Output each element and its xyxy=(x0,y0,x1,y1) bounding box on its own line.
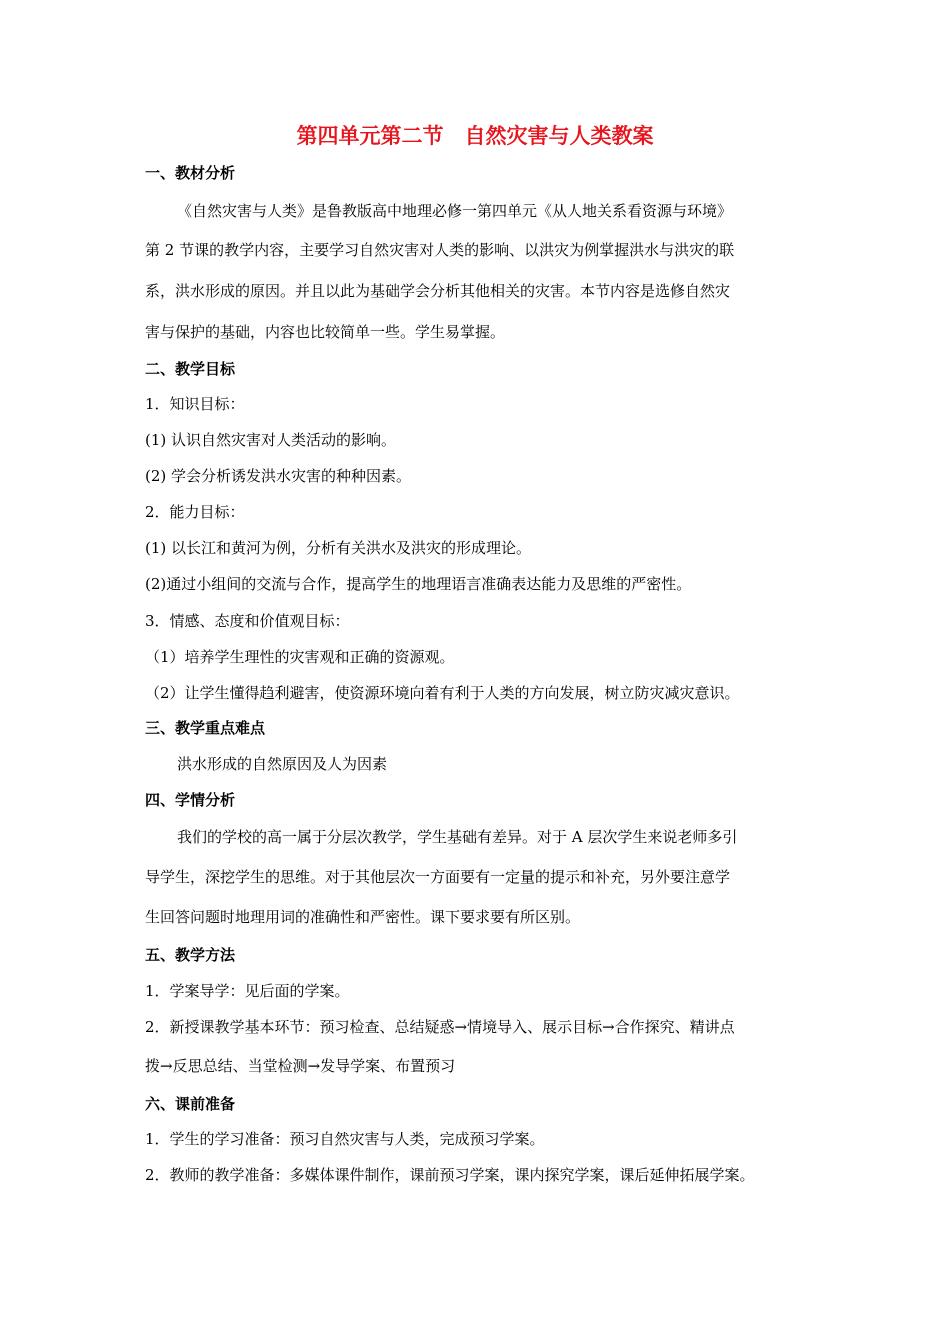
section-heading-learner-analysis: 四、学情分析 xyxy=(145,791,236,809)
goal-item: （1）培养学生理性的灾害观和正确的资源观。 xyxy=(145,648,455,666)
document-title: 第四单元第二节 自然灾害与人类教案 xyxy=(296,124,654,148)
section-heading-preparation: 六、课前准备 xyxy=(145,1095,236,1113)
method-item: 1．学案导学：见后面的学案。 xyxy=(145,982,350,1000)
paragraph-line: 《自然灾害与人类》是鲁教版高中地理必修一第四单元《从人地关系看资源与环境》 xyxy=(177,202,733,220)
paragraph-line: 第 2 节课的教学内容，主要学习自然灾害对人类的影响、以洪灾为例掌握洪水与洪灾的联 xyxy=(145,241,735,259)
goal-item: 1．知识目标： xyxy=(145,395,245,413)
goal-item: (2)通过小组间的交流与合作，提高学生的地理语言准确表达能力及思维的严密性。 xyxy=(145,575,692,593)
paragraph-line: 我们的学校的高一属于分层次教学，学生基础有差异。对于 A 层次学生来说老师多引 xyxy=(177,828,738,846)
section-heading-teaching-goals: 二、教学目标 xyxy=(145,360,236,378)
goal-item: 2．能力目标： xyxy=(145,503,245,521)
method-item: 拨→反思总结、当堂检测→发导学案、布置预习 xyxy=(145,1057,456,1075)
preparation-item: 2．教师的教学准备：多媒体课件制作，课前预习学案，课内探究学案，课后延伸拓展学案。 xyxy=(145,1166,755,1184)
paragraph-line: 害与保护的基础，内容也比较简单一些。学生易掌握。 xyxy=(145,323,506,341)
method-item: 2．新授课教学基本环节：预习检查、总结疑惑→情境导入、展示目标→合作探究、精讲点 xyxy=(145,1018,735,1036)
section-heading-teaching-methods: 五、教学方法 xyxy=(145,946,236,964)
goal-item: (1) 认识自然灾害对人类活动的影响。 xyxy=(145,431,397,449)
goal-item: （2）让学生懂得趋利避害，使资源环境向着有利于人类的方向发展，树立防灾减灾意识。 xyxy=(145,684,740,702)
goal-item: (2) 学会分析诱发洪水灾害的种种因素。 xyxy=(145,467,412,485)
section-heading-textbook-analysis: 一、教材分析 xyxy=(145,164,236,182)
preparation-item: 1．学生的学习准备：预习自然灾害与人类，完成预习学案。 xyxy=(145,1130,545,1148)
paragraph-line: 生回答问题时地理用词的准确性和严密性。课下要求要有所区别。 xyxy=(145,908,581,926)
paragraph-line: 洪水形成的自然原因及人为因素 xyxy=(177,755,388,773)
goal-item: 3．情感、态度和价值观目标： xyxy=(145,612,350,630)
section-heading-key-points: 三、教学重点难点 xyxy=(145,719,266,737)
goal-item: (1) 以长江和黄河为例，分析有关洪水及洪灾的形成理论。 xyxy=(145,539,532,557)
paragraph-line: 系，洪水形成的原因。并且以此为基础学会分析其他相关的灾害。本节内容是选修自然灾 xyxy=(145,282,731,300)
paragraph-line: 导学生，深挖学生的思维。对于其他层次一方面要有一定量的提示和补充，另外要注意学 xyxy=(145,868,731,886)
